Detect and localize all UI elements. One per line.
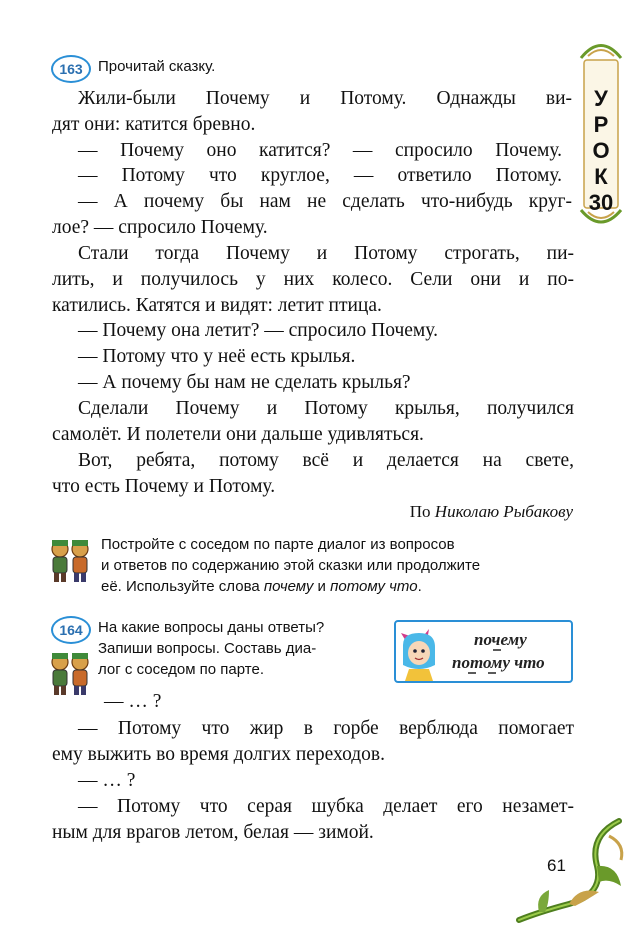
dialog-line: — … ? [104,691,162,712]
task-keyword: потому что [330,578,418,595]
story-line: Стали тогда Почему и Потому строгать, пи- [78,243,574,264]
task-text: . [417,578,422,595]
lesson-letter: О [592,138,610,163]
exercise-instruction: Запиши вопросы. Составь диа- [98,640,317,657]
task-line: и ответов по содержанию этой сказки или продолжите [101,557,481,574]
story-line: что есть Почему и Потому. [52,476,276,497]
story-line: — Почему оно катится? — спросило Почему. [78,140,562,161]
lesson-letter: У [594,86,608,111]
story-line: — А почему бы нам не сделать крылья? [78,372,411,393]
exercise-instruction: Прочитай сказку. [98,58,216,75]
task-text: и [313,578,331,595]
story-line: Жили-были Почему и Потому. Однажды ви- [78,88,572,109]
task-line: Постройте с соседом по парте диалог из вопросов [101,536,455,553]
story-line: катились. Катятся и видят: летит птица. [52,295,382,316]
story-line: лое? — спросило Почему. [52,217,268,238]
attribution-author: Николаю Рыбакову [434,502,573,521]
attribution-prefix: По [409,502,431,521]
pair-work-icon [46,537,94,583]
story-line: — Потому что круглое, — ответило Потому. [78,165,562,186]
task-keyword: почему [263,578,314,595]
lesson-number: 30 [588,190,614,215]
girl-icon [399,625,443,681]
story-line: самолёт. И полетели они дальше удивляться. [52,424,424,445]
story-line: — Потому что у неё есть крылья. [78,346,356,367]
story-line: — Почему она летит? — спросило Почему. [78,320,438,341]
dialog-line: — … ? [78,770,136,791]
story-line: дят они: катится бревно. [52,114,256,135]
vocabulary-box [394,620,573,683]
exercise-number-badge: 163 [51,55,91,83]
lesson-tab [576,38,626,228]
story-line: Сделали Почему и Потому крылья, получился [78,398,574,419]
task-line [101,578,422,595]
page-number: 61 [547,856,566,875]
dialog-line: — Потому что серая шубка делает его незамет- [78,796,574,817]
pair-work-icon [46,650,94,696]
task-text: её. Используйте слова [101,578,264,595]
story-line: лить, и получилось у них колесо. Сели они и по- [52,269,574,290]
story-line: — А почему бы нам не сделать что-нибудь круг- [78,191,572,212]
dialog-line: ему выжить во время долгих переходов. [52,744,386,765]
attribution [410,502,573,522]
exercise-instruction: лог с соседом по парте. [98,661,264,678]
dialog-line: — Потому что жир в горбе верблюда помогает [78,718,574,739]
lesson-letter: Р [593,112,609,137]
lesson-letter: К [594,164,608,189]
stress-marks [452,630,572,680]
exercise-instruction: На какие вопросы даны ответы? [98,619,325,636]
dialog-line: ным для врагов летом, белая — зимой. [52,822,374,843]
corner-ornament [509,816,629,926]
vocabulary-word: почему [474,630,527,649]
story-line: Вот, ребята, потому всё и делается на свете, [78,450,574,471]
exercise-number-badge: 164 [51,616,91,644]
vocabulary-word: потому что [452,653,545,672]
